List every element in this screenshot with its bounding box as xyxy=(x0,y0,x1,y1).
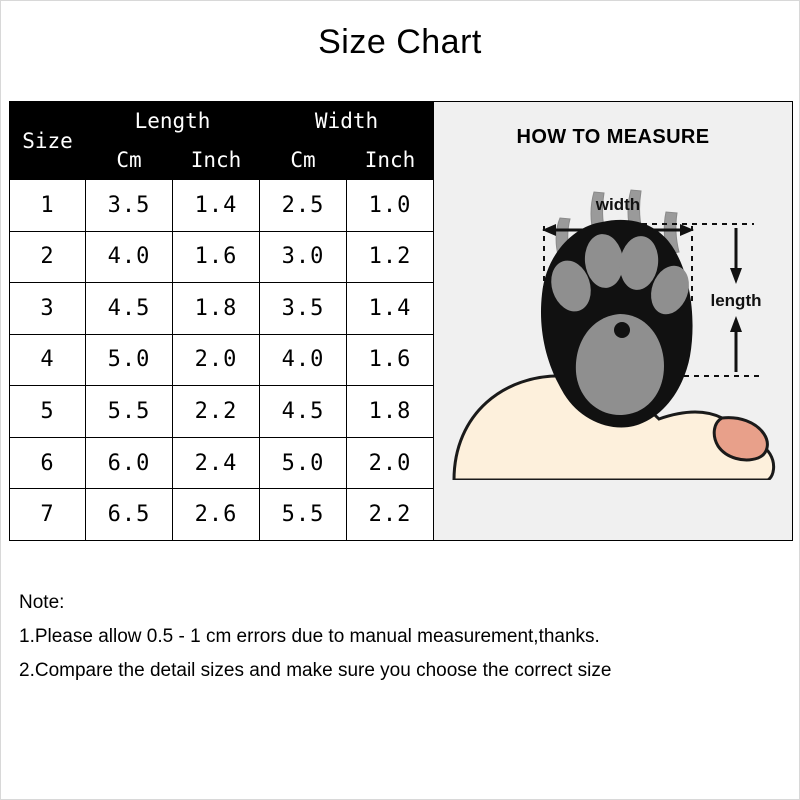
table-row xyxy=(10,283,434,335)
cell-width-inch: 1.0 xyxy=(347,180,434,232)
cell-width-cm: 3.5 xyxy=(260,283,347,335)
cell-width-inch: 1.2 xyxy=(347,231,434,283)
paw-measurement-diagram xyxy=(434,164,792,480)
cell-length-inch: 2.4 xyxy=(173,437,260,489)
column-header-length-cm: Cm xyxy=(86,141,173,180)
cell-length-cm: 3.5 xyxy=(86,180,173,232)
cell-width-inch: 2.2 xyxy=(347,489,434,541)
cell-size: 5 xyxy=(10,386,86,438)
how-to-measure-panel xyxy=(434,101,793,541)
cell-length-cm: 6.0 xyxy=(86,437,173,489)
paw-illustration xyxy=(541,190,695,428)
cell-width-cm: 4.0 xyxy=(260,334,347,386)
cell-width-cm: 5.5 xyxy=(260,489,347,541)
table-body xyxy=(10,180,434,541)
cell-length-cm: 6.5 xyxy=(86,489,173,541)
cell-width-cm: 2.5 xyxy=(260,180,347,232)
size-chart-container xyxy=(9,101,793,541)
page-title: Size Chart xyxy=(318,23,482,61)
cell-size: 6 xyxy=(10,437,86,489)
cell-width-inch: 1.6 xyxy=(347,334,434,386)
cell-size: 1 xyxy=(10,180,86,232)
column-header-size: Size xyxy=(10,102,86,180)
cell-length-cm: 4.0 xyxy=(86,231,173,283)
table-row xyxy=(10,180,434,232)
cell-length-cm: 5.5 xyxy=(86,386,173,438)
cell-length-cm: 5.0 xyxy=(86,334,173,386)
cell-size: 3 xyxy=(10,283,86,335)
table-row xyxy=(10,231,434,283)
cell-length-inch: 1.4 xyxy=(173,180,260,232)
length-label: length xyxy=(710,291,762,310)
cell-length-inch: 2.0 xyxy=(173,334,260,386)
table-row xyxy=(10,386,434,438)
column-header-length: Length xyxy=(86,102,260,141)
table-header-row-groups xyxy=(10,102,434,141)
cell-size: 7 xyxy=(10,489,86,541)
cell-width-cm: 5.0 xyxy=(260,437,347,489)
cell-width-inch: 1.4 xyxy=(347,283,434,335)
column-header-width: Width xyxy=(260,102,434,141)
cell-length-inch: 2.6 xyxy=(173,489,260,541)
cell-length-cm: 4.5 xyxy=(86,283,173,335)
column-header-length-inch: Inch xyxy=(173,141,260,180)
table-row xyxy=(10,334,434,386)
table-row xyxy=(10,489,434,541)
cell-size: 2 xyxy=(10,231,86,283)
cell-length-inch: 2.2 xyxy=(173,386,260,438)
column-header-width-inch: Inch xyxy=(347,141,434,180)
note-item-2: 2.Compare the detail sizes and make sure you choose the correct size xyxy=(19,660,612,681)
table-header xyxy=(10,102,434,180)
cell-width-inch: 2.0 xyxy=(347,437,434,489)
note-item-1: 1.Please allow 0.5 - 1 cm errors due to manual measurement,thanks. xyxy=(19,626,600,647)
cell-length-inch: 1.8 xyxy=(173,283,260,335)
table-row xyxy=(10,437,434,489)
how-to-measure-heading: HOW TO MEASURE xyxy=(516,126,710,148)
column-header-width-cm: Cm xyxy=(260,141,347,180)
notes-heading: Note: xyxy=(19,592,65,613)
width-label: width xyxy=(595,195,641,214)
cell-size: 4 xyxy=(10,334,86,386)
cell-width-inch: 1.8 xyxy=(347,386,434,438)
cell-width-cm: 4.5 xyxy=(260,386,347,438)
notes-section xyxy=(19,586,779,688)
cell-length-inch: 1.6 xyxy=(173,231,260,283)
size-table xyxy=(9,101,434,541)
cell-width-cm: 3.0 xyxy=(260,231,347,283)
